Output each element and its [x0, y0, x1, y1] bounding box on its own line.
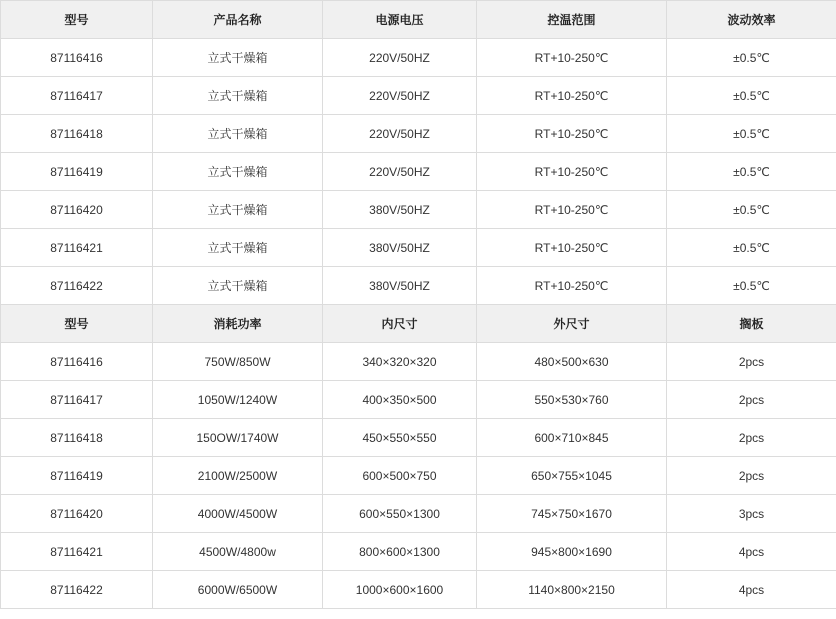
cell-temp-range: RT+10-250℃ — [477, 77, 667, 115]
cell-temp-range: RT+10-250℃ — [477, 267, 667, 305]
cell-model: 87116420 — [1, 191, 153, 229]
column-header-inner-size: 内尺寸 — [323, 305, 477, 343]
table-row — [1, 191, 836, 229]
cell-product-name: 立式干燥箱 — [153, 153, 323, 191]
table-row — [1, 457, 836, 495]
table-row — [1, 495, 836, 533]
table-row — [1, 229, 836, 267]
cell-product-name: 立式干燥箱 — [153, 191, 323, 229]
cell-model: 87116418 — [1, 419, 153, 457]
column-header-voltage: 电源电压 — [323, 1, 477, 39]
cell-outer-size: 550×530×760 — [477, 381, 667, 419]
cell-shelves: 2pcs — [667, 457, 836, 495]
column-header-fluctuation: 波动效率 — [667, 1, 836, 39]
cell-power-consumption: 150OW/1740W — [153, 419, 323, 457]
column-header-outer-size: 外尺寸 — [477, 305, 667, 343]
cell-model: 87116419 — [1, 457, 153, 495]
cell-outer-size: 600×710×845 — [477, 419, 667, 457]
cell-temp-range: RT+10-250℃ — [477, 229, 667, 267]
cell-inner-size: 800×600×1300 — [323, 533, 477, 571]
cell-fluctuation: ±0.5℃ — [667, 229, 836, 267]
cell-model: 87116420 — [1, 495, 153, 533]
cell-outer-size: 745×750×1670 — [477, 495, 667, 533]
cell-product-name: 立式干燥箱 — [153, 229, 323, 267]
cell-voltage: 220V/50HZ — [323, 39, 477, 77]
cell-voltage: 220V/50HZ — [323, 153, 477, 191]
cell-product-name: 立式干燥箱 — [153, 115, 323, 153]
cell-model: 87116419 — [1, 153, 153, 191]
cell-shelves: 4pcs — [667, 571, 836, 609]
column-header-power-consumption: 消耗功率 — [153, 305, 323, 343]
cell-voltage: 220V/50HZ — [323, 115, 477, 153]
cell-fluctuation: ±0.5℃ — [667, 115, 836, 153]
table-row — [1, 419, 836, 457]
table-row — [1, 39, 836, 77]
cell-temp-range: RT+10-250℃ — [477, 153, 667, 191]
cell-model: 87116422 — [1, 267, 153, 305]
cell-model: 87116418 — [1, 115, 153, 153]
cell-shelves: 2pcs — [667, 381, 836, 419]
column-header-model-2: 型号 — [1, 305, 153, 343]
cell-shelves: 2pcs — [667, 343, 836, 381]
cell-product-name: 立式干燥箱 — [153, 77, 323, 115]
cell-model: 87116416 — [1, 343, 153, 381]
table-row — [1, 77, 836, 115]
cell-fluctuation: ±0.5℃ — [667, 267, 836, 305]
cell-model: 87116421 — [1, 533, 153, 571]
cell-voltage: 380V/50HZ — [323, 229, 477, 267]
cell-inner-size: 340×320×320 — [323, 343, 477, 381]
cell-voltage: 220V/50HZ — [323, 77, 477, 115]
table-row — [1, 115, 836, 153]
cell-shelves: 2pcs — [667, 419, 836, 457]
cell-power-consumption: 2100W/2500W — [153, 457, 323, 495]
cell-voltage: 380V/50HZ — [323, 191, 477, 229]
table-row — [1, 153, 836, 191]
cell-product-name: 立式干燥箱 — [153, 267, 323, 305]
cell-inner-size: 400×350×500 — [323, 381, 477, 419]
table-row — [1, 571, 836, 609]
table-header-row-dimensions — [1, 305, 836, 343]
cell-fluctuation: ±0.5℃ — [667, 39, 836, 77]
cell-inner-size: 450×550×550 — [323, 419, 477, 457]
cell-model: 87116416 — [1, 39, 153, 77]
cell-outer-size: 650×755×1045 — [477, 457, 667, 495]
column-header-product-name: 产品名称 — [153, 1, 323, 39]
cell-outer-size: 480×500×630 — [477, 343, 667, 381]
cell-model: 87116417 — [1, 381, 153, 419]
cell-power-consumption: 4000W/4500W — [153, 495, 323, 533]
cell-model: 87116417 — [1, 77, 153, 115]
cell-shelves: 3pcs — [667, 495, 836, 533]
cell-inner-size: 600×550×1300 — [323, 495, 477, 533]
cell-power-consumption: 750W/850W — [153, 343, 323, 381]
cell-voltage: 380V/50HZ — [323, 267, 477, 305]
cell-power-consumption: 4500W/4800w — [153, 533, 323, 571]
cell-temp-range: RT+10-250℃ — [477, 39, 667, 77]
table-row — [1, 267, 836, 305]
cell-temp-range: RT+10-250℃ — [477, 115, 667, 153]
cell-power-consumption: 6000W/6500W — [153, 571, 323, 609]
cell-model: 87116422 — [1, 571, 153, 609]
cell-outer-size: 945×800×1690 — [477, 533, 667, 571]
table-row — [1, 343, 836, 381]
table-header-row-electrical — [1, 1, 836, 39]
cell-inner-size: 600×500×750 — [323, 457, 477, 495]
column-header-temp-range: 控温范围 — [477, 1, 667, 39]
cell-fluctuation: ±0.5℃ — [667, 77, 836, 115]
table-row — [1, 381, 836, 419]
table-row — [1, 533, 836, 571]
cell-power-consumption: 1050W/1240W — [153, 381, 323, 419]
cell-shelves: 4pcs — [667, 533, 836, 571]
cell-inner-size: 1000×600×1600 — [323, 571, 477, 609]
column-header-model: 型号 — [1, 1, 153, 39]
cell-fluctuation: ±0.5℃ — [667, 191, 836, 229]
cell-product-name: 立式干燥箱 — [153, 39, 323, 77]
cell-outer-size: 1140×800×2150 — [477, 571, 667, 609]
cell-model: 87116421 — [1, 229, 153, 267]
cell-fluctuation: ±0.5℃ — [667, 153, 836, 191]
cell-temp-range: RT+10-250℃ — [477, 191, 667, 229]
column-header-shelves: 搁板 — [667, 305, 836, 343]
